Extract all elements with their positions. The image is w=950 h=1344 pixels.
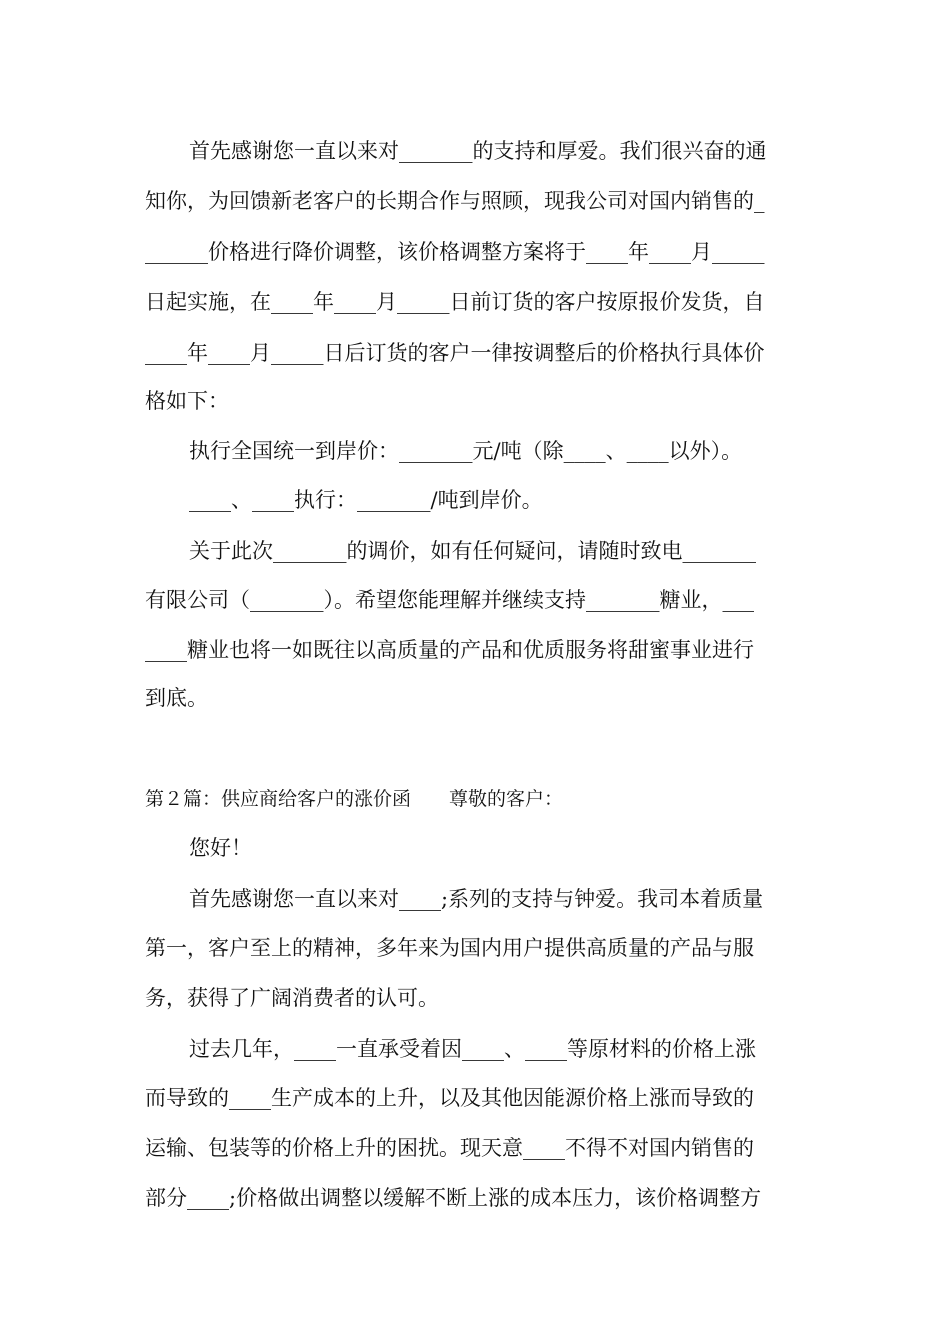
paragraph-line: 而导致的____生产成本的上升，以及其他因能源价格上涨而导致的: [145, 1086, 754, 1110]
paragraph-line: 部分____;价格做出调整以缓解不断上涨的成本压力，该价格调整方: [145, 1186, 762, 1210]
paragraph-line: ______价格进行降价调整，该价格调整方案将于____年____月_____: [145, 240, 765, 264]
paragraph-line: 执行全国统一到岸价：_______元/吨（除____、____以外）。: [189, 439, 743, 463]
paragraph-line: 关于此次_______的调价，如有任何疑问，请随时致电_______: [189, 539, 756, 563]
paragraph-line: 到底。: [145, 686, 208, 710]
paragraph-line: ____年____月_____日后订货的客户一律按调整后的价格执行具体价: [145, 341, 765, 365]
paragraph-line: 知你，为回馈新老客户的长期合作与照顾，现我公司对国内销售的_: [145, 189, 765, 213]
paragraph-line: ____、____执行：_______/吨到岸价。: [189, 488, 543, 512]
paragraph-line: 格如下：: [145, 389, 229, 413]
paragraph-line: 务，获得了广阔消费者的认可。: [145, 986, 439, 1010]
paragraph-line: 有限公司（_______）。希望您能理解并继续支持_______糖业，___: [145, 588, 754, 612]
paragraph-line: 首先感谢您一直以来对_______的支持和厚爱。我们很兴奋的通: [189, 139, 767, 163]
paragraph-line: ____糖业也将一如既往以高质量的产品和优质服务将甜蜜事业进行: [145, 638, 754, 662]
paragraph-line: 日起实施，在____年____月_____日前订货的客户按原报价发货，自: [145, 290, 765, 314]
section-heading: 第２篇：供应商给客户的涨价函 尊敬的客户：: [145, 788, 564, 810]
paragraph-line: 首先感谢您一直以来对____;系列的支持与钟爱。我司本着质量: [189, 887, 764, 911]
paragraph-line: 第一，客户至上的精神，多年来为国内用户提供高质量的产品与服: [145, 936, 754, 960]
paragraph-line: 您好！: [189, 836, 252, 860]
paragraph-line: 运输、包装等的价格上升的困扰。现天意____不得不对国内销售的: [145, 1136, 754, 1160]
paragraph-line: 过去几年，____一直承受着因____、____等原材料的价格上涨: [189, 1037, 756, 1061]
